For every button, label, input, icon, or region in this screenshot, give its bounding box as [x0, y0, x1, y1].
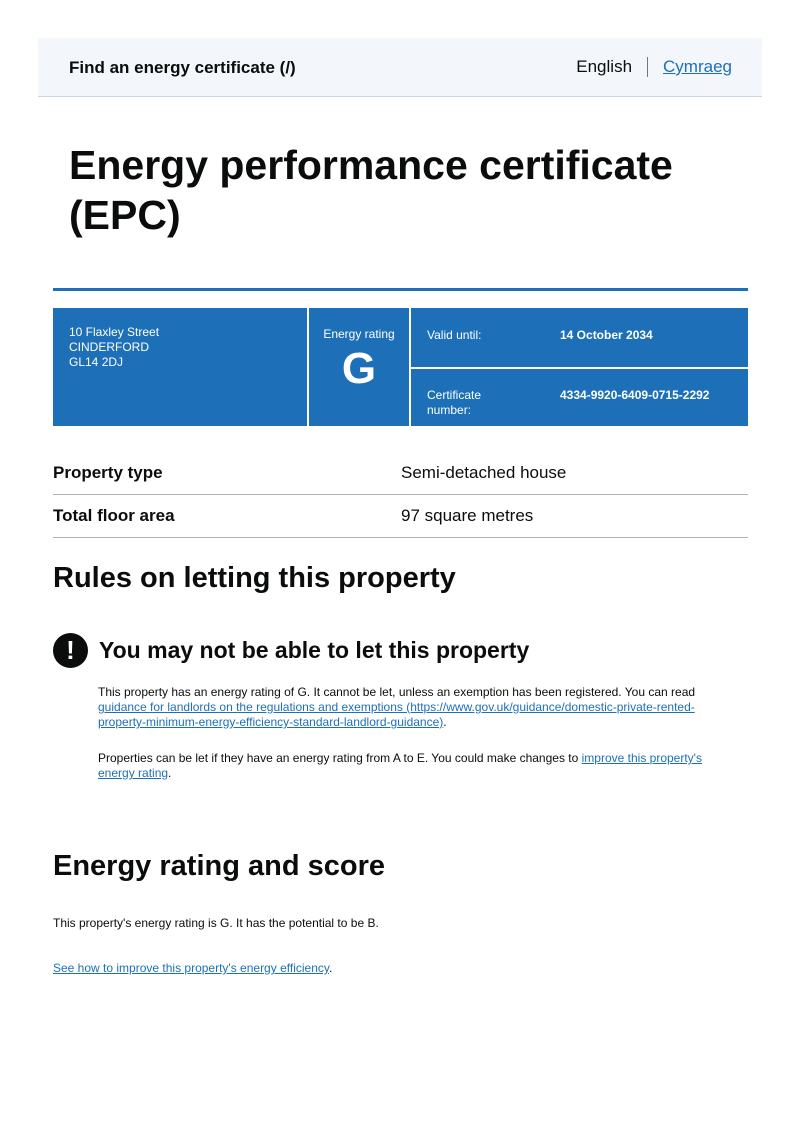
certificate-number-label: Certificate number: [427, 388, 482, 417]
property-address [53, 308, 307, 426]
warning-text: You may not be able to let this property [99, 637, 530, 663]
address-line-1: 10 Flaxley Street [69, 325, 160, 339]
score-heading: Energy rating and score [53, 850, 385, 882]
energy-rating-label: Energy rating [323, 327, 395, 341]
energy-rating-letter: G [341, 344, 377, 393]
landlord-guidance-link[interactable]: guidance for landlords on the regulations and exemptions (https://www.gov.uk/guidance/domestic-private-rented-property-minimum-energy-efficiency-standard-landlord-guidance) [98, 700, 695, 729]
valid-until-label: Valid until: [427, 328, 482, 342]
letting-heading: Rules on letting this property [53, 562, 456, 594]
property-type-value: Semi-detached house [401, 463, 567, 482]
score-link-paragraph [53, 961, 743, 976]
service-name-link[interactable]: Find an energy certificate (/) [69, 58, 296, 77]
certificate-number-value: 4334-9920-6409-0715-2292 [560, 388, 710, 402]
letting-paragraph-2 [98, 751, 738, 781]
letting-paragraph-1-end: . [443, 715, 447, 729]
language-cymraeg-link[interactable]: Cymraeg [663, 57, 732, 76]
energy-rating-box [309, 308, 409, 426]
property-type-row [53, 452, 748, 495]
letting-paragraph-1-text: This property has an energy rating of G. It cannot be let, unless an exemption has been registered. You can read [98, 685, 696, 699]
certificate-number-box [411, 369, 748, 426]
language-english: English [576, 57, 633, 76]
floor-area-label: Total floor area [53, 506, 175, 525]
site-header [38, 38, 762, 97]
address-line-3: GL14 2DJ [69, 355, 124, 369]
valid-until-box [411, 308, 748, 367]
page-title: Energy performance certificate (EPC) [69, 142, 673, 238]
valid-until-value: 14 October 2034 [560, 328, 653, 342]
improve-efficiency-link[interactable]: See how to improve this property's energy efficiency [53, 961, 329, 975]
exclamation-icon: ! [53, 633, 88, 668]
language-divider [647, 57, 648, 77]
floor-area-row [53, 495, 748, 538]
floor-area-value: 97 square metres [401, 506, 534, 525]
property-type-label: Property type [53, 463, 163, 482]
language-switcher [576, 57, 732, 77]
score-link-end: . [328, 961, 333, 975]
improve-rating-link[interactable]: improve this property's energy rating [98, 751, 702, 780]
letting-warning [53, 633, 529, 668]
letting-paragraph-1 [98, 685, 738, 730]
epc-summary [53, 308, 748, 426]
letting-paragraph-2-end: . [168, 766, 172, 780]
title-divider [53, 288, 748, 291]
score-text: This property's energy rating is G. It has the potential to be B. [53, 916, 379, 930]
address-line-2: CINDERFORD [69, 340, 149, 354]
letting-paragraph-2-text: Properties can be let if they have an energy rating from A to E. You could make changes to [98, 751, 582, 765]
